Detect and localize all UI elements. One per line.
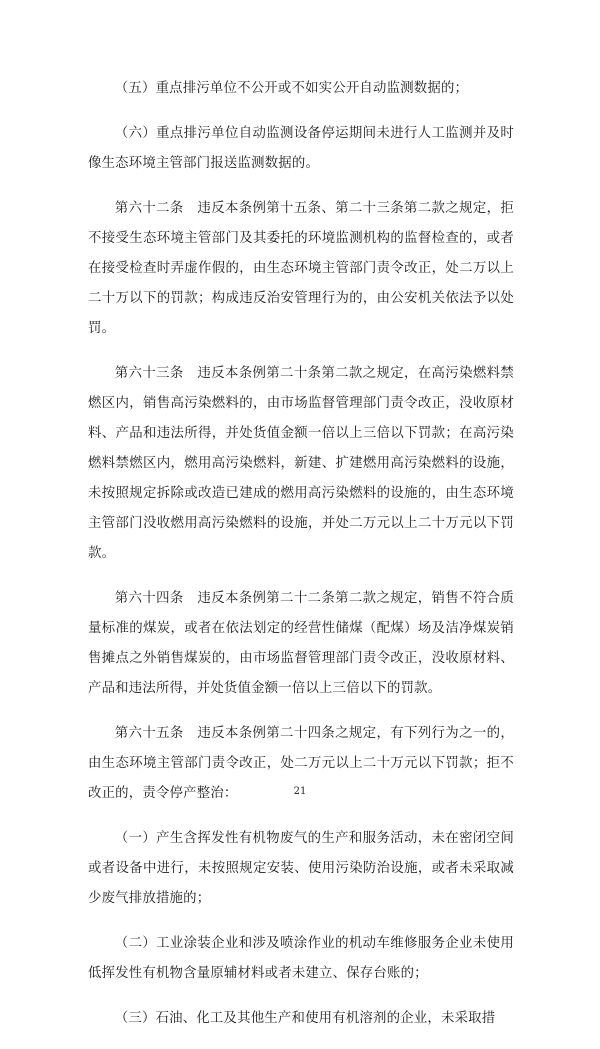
article-65-item-3: （三）石油、化工及其他生产和使用有机溶剂的企业，未采取措 <box>114 1011 496 1026</box>
article-63: 第六十三条 违反本条例第二十条第二款之规定，在高污染燃料禁燃区内，销售高污染燃料的，由市场监督管理部门责令改正，没收原材料、产品和违法所得，并处货值金额一倍以上三倍以下罚款；在高污染燃料禁燃区内，燃用高污染燃料，新建、扩建燃用高污染燃料的设施，未按照规定拆除或改造已建成的燃用高污染燃料的设施的，由生态环境主管部门没收燃用高污染燃料的设施，并处二万元以上二十万元以下罚款。 <box>88 366 514 561</box>
paragraph-item-5: （五）重点排污单位不公开或不如实公开自动监测数据的； <box>114 81 469 96</box>
article-64: 第六十四条 违反本条例第二十二条第二款之规定，销售不符合质量标准的煤炭，或者在依法划定的经营性储煤（配煤）场及洁净煤炭销售摊点之外销售煤炭的，由市场监督管理部门责令改正，没收原材料、产品和违法所得，并处货值金额一倍以上三倍以下的罚款。 <box>88 591 514 696</box>
article-65-item-2: （二）工业涂装企业和涉及喷涂作业的机动车维修服务企业未使用低挥发性有机物含量原辅材料或者未建立、保存台账的； <box>88 936 514 981</box>
article-65-item-1: （一）产生含挥发性有机物废气的生产和服务活动，未在密闭空间或者设备中进行，未按照规定安装、使用污染防治设施，或者未采取减少废气排放措施的； <box>88 831 514 906</box>
page-number: 21 <box>293 786 307 797</box>
paragraph-item-6: （六）重点排污单位自动监测设备停运期间未进行人工监测并及时像生态环境主管部门报送监测数据的。 <box>88 126 514 171</box>
document-body <box>88 74 514 1049</box>
article-65: 第六十五条 违反本条例第二十四条之规定，有下列行为之一的，由生态环境主管部门责令改正，处二万元以上二十万元以下罚款；拒不改正的，责令停产整治： <box>88 726 514 801</box>
article-62: 第六十二条 违反本条例第十五条、第二十三条第二款之规定，拒不接受生态环境主管部门及其委托的环境监测机构的监督检查的，或者在接受检查时弄虚作假的，由生态环境主管部门责令改正，处二万以上二十万以下的罚款；构成违反治安管理行为的，由公安机关依法予以处罚。 <box>88 201 514 336</box>
